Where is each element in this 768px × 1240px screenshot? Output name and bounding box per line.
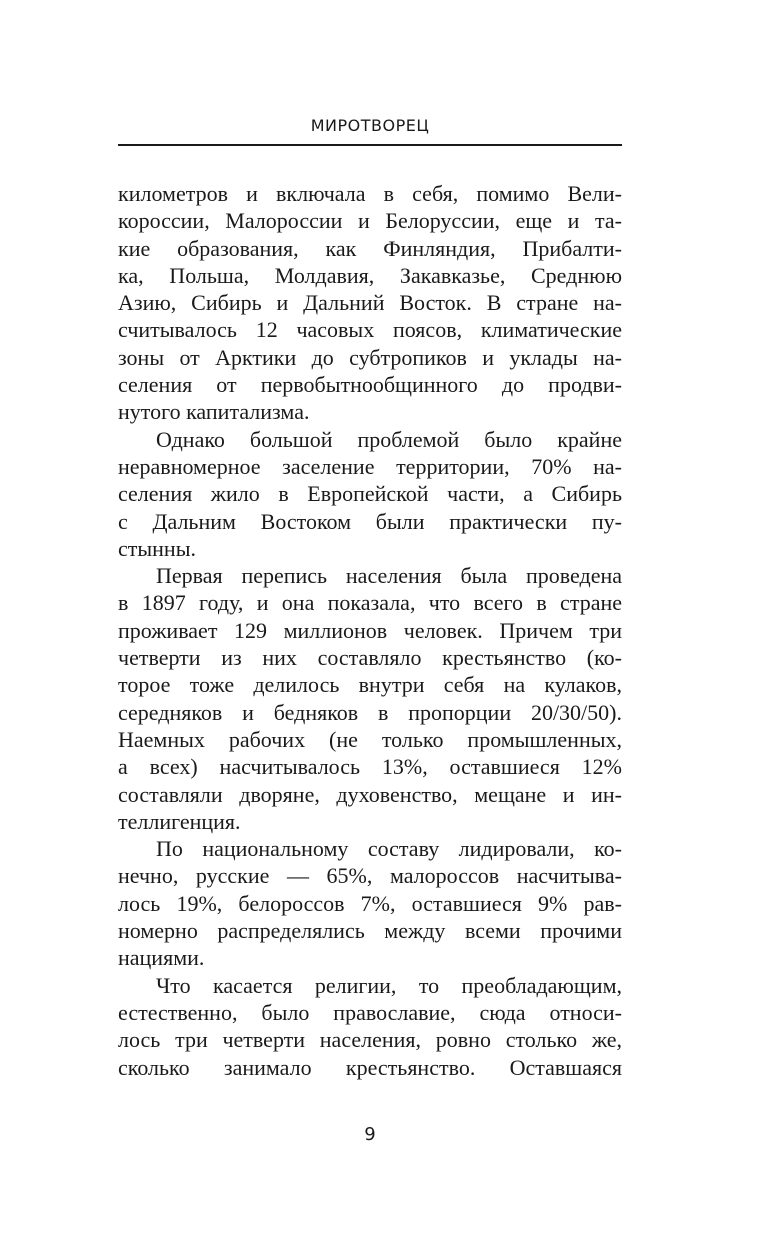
text-line: Азию, Сибирь и Дальний Восток. В стране на- — [118, 290, 622, 316]
text-line: ка, Польша, Молдавия, Закавказье, Среднюю — [118, 262, 622, 288]
text-line: а всех) насчитывалось 13%, оставшиеся 12% — [118, 754, 622, 780]
text-line: Что касается религии, то преобладающим, — [156, 972, 622, 998]
text-line: проживает 129 миллионов человек. Причем три — [118, 617, 622, 643]
running-header — [118, 108, 622, 148]
text-line: стынны. — [118, 535, 196, 561]
text-line: селения от первобытнообщинного до продви- — [118, 372, 622, 398]
text-line: По национальному составу лидировали, ко- — [156, 836, 622, 862]
paragraph — [118, 562, 622, 835]
paragraph — [118, 972, 622, 1081]
page-number: 9 — [364, 1124, 376, 1145]
text-line: торое тоже делилось внутри себя на кулаков, — [118, 672, 622, 698]
text-line: зоны от Арктики до субтропиков и уклады на- — [118, 344, 622, 370]
text-line: с Дальним Востоком были практически пу- — [118, 508, 622, 534]
text-line: лось 19%, белороссов 7%, оставшиеся 9% рав- — [118, 890, 622, 916]
text-line: сколько занимало крестьянство. Оставшаяся — [118, 1054, 622, 1080]
text-line: короссии, Малороссии и Белоруссии, еще и та- — [118, 208, 622, 234]
text-line: нечно, русские — 65%, малороссов насчитыва- — [118, 863, 622, 889]
text-line: нутого капитализма. — [118, 399, 310, 425]
text-line: составляли дворяне, духовенство, мещане и ин- — [118, 781, 622, 807]
text-line: неравномерное заселение территории, 70% на- — [118, 453, 622, 479]
running-header-title: МИРОТВОРЕЦ — [310, 116, 430, 135]
header-rule — [118, 144, 622, 146]
text-line: теллигенция. — [118, 808, 241, 834]
text-line: селения жило в Европейской части, а Сибирь — [118, 481, 622, 507]
text-line: лось три четверти населения, ровно столько же, — [118, 1027, 622, 1053]
text-line: считывалось 12 часовых поясов, климатические — [118, 317, 622, 343]
text-line: естественно, было православие, сюда относи- — [118, 999, 622, 1025]
text-line: километров и включала в себя, помимо Вели- — [118, 181, 622, 206]
paragraph — [118, 835, 622, 971]
text-line: номерно распределялись между всеми прочими — [118, 918, 622, 944]
text-line: Однако большой проблемой было крайне — [156, 426, 622, 452]
text-line: середняков и бедняков в пропорции 20/30/50). — [118, 699, 622, 725]
text-line: Первая перепись населения была проведена — [156, 563, 622, 589]
text-line: кие образования, как Финляндия, Прибалти- — [118, 235, 622, 261]
text-line: четверти из них составляло крестьянство (ко- — [118, 645, 622, 671]
text-line: нациями. — [118, 945, 205, 971]
paragraph — [118, 426, 622, 562]
text-line: в 1897 году, и она показала, что всего в стране — [118, 590, 622, 616]
paragraph — [118, 180, 622, 426]
text-line: Наемных рабочих (не только промышленных, — [118, 726, 622, 752]
body-text — [118, 180, 622, 1081]
